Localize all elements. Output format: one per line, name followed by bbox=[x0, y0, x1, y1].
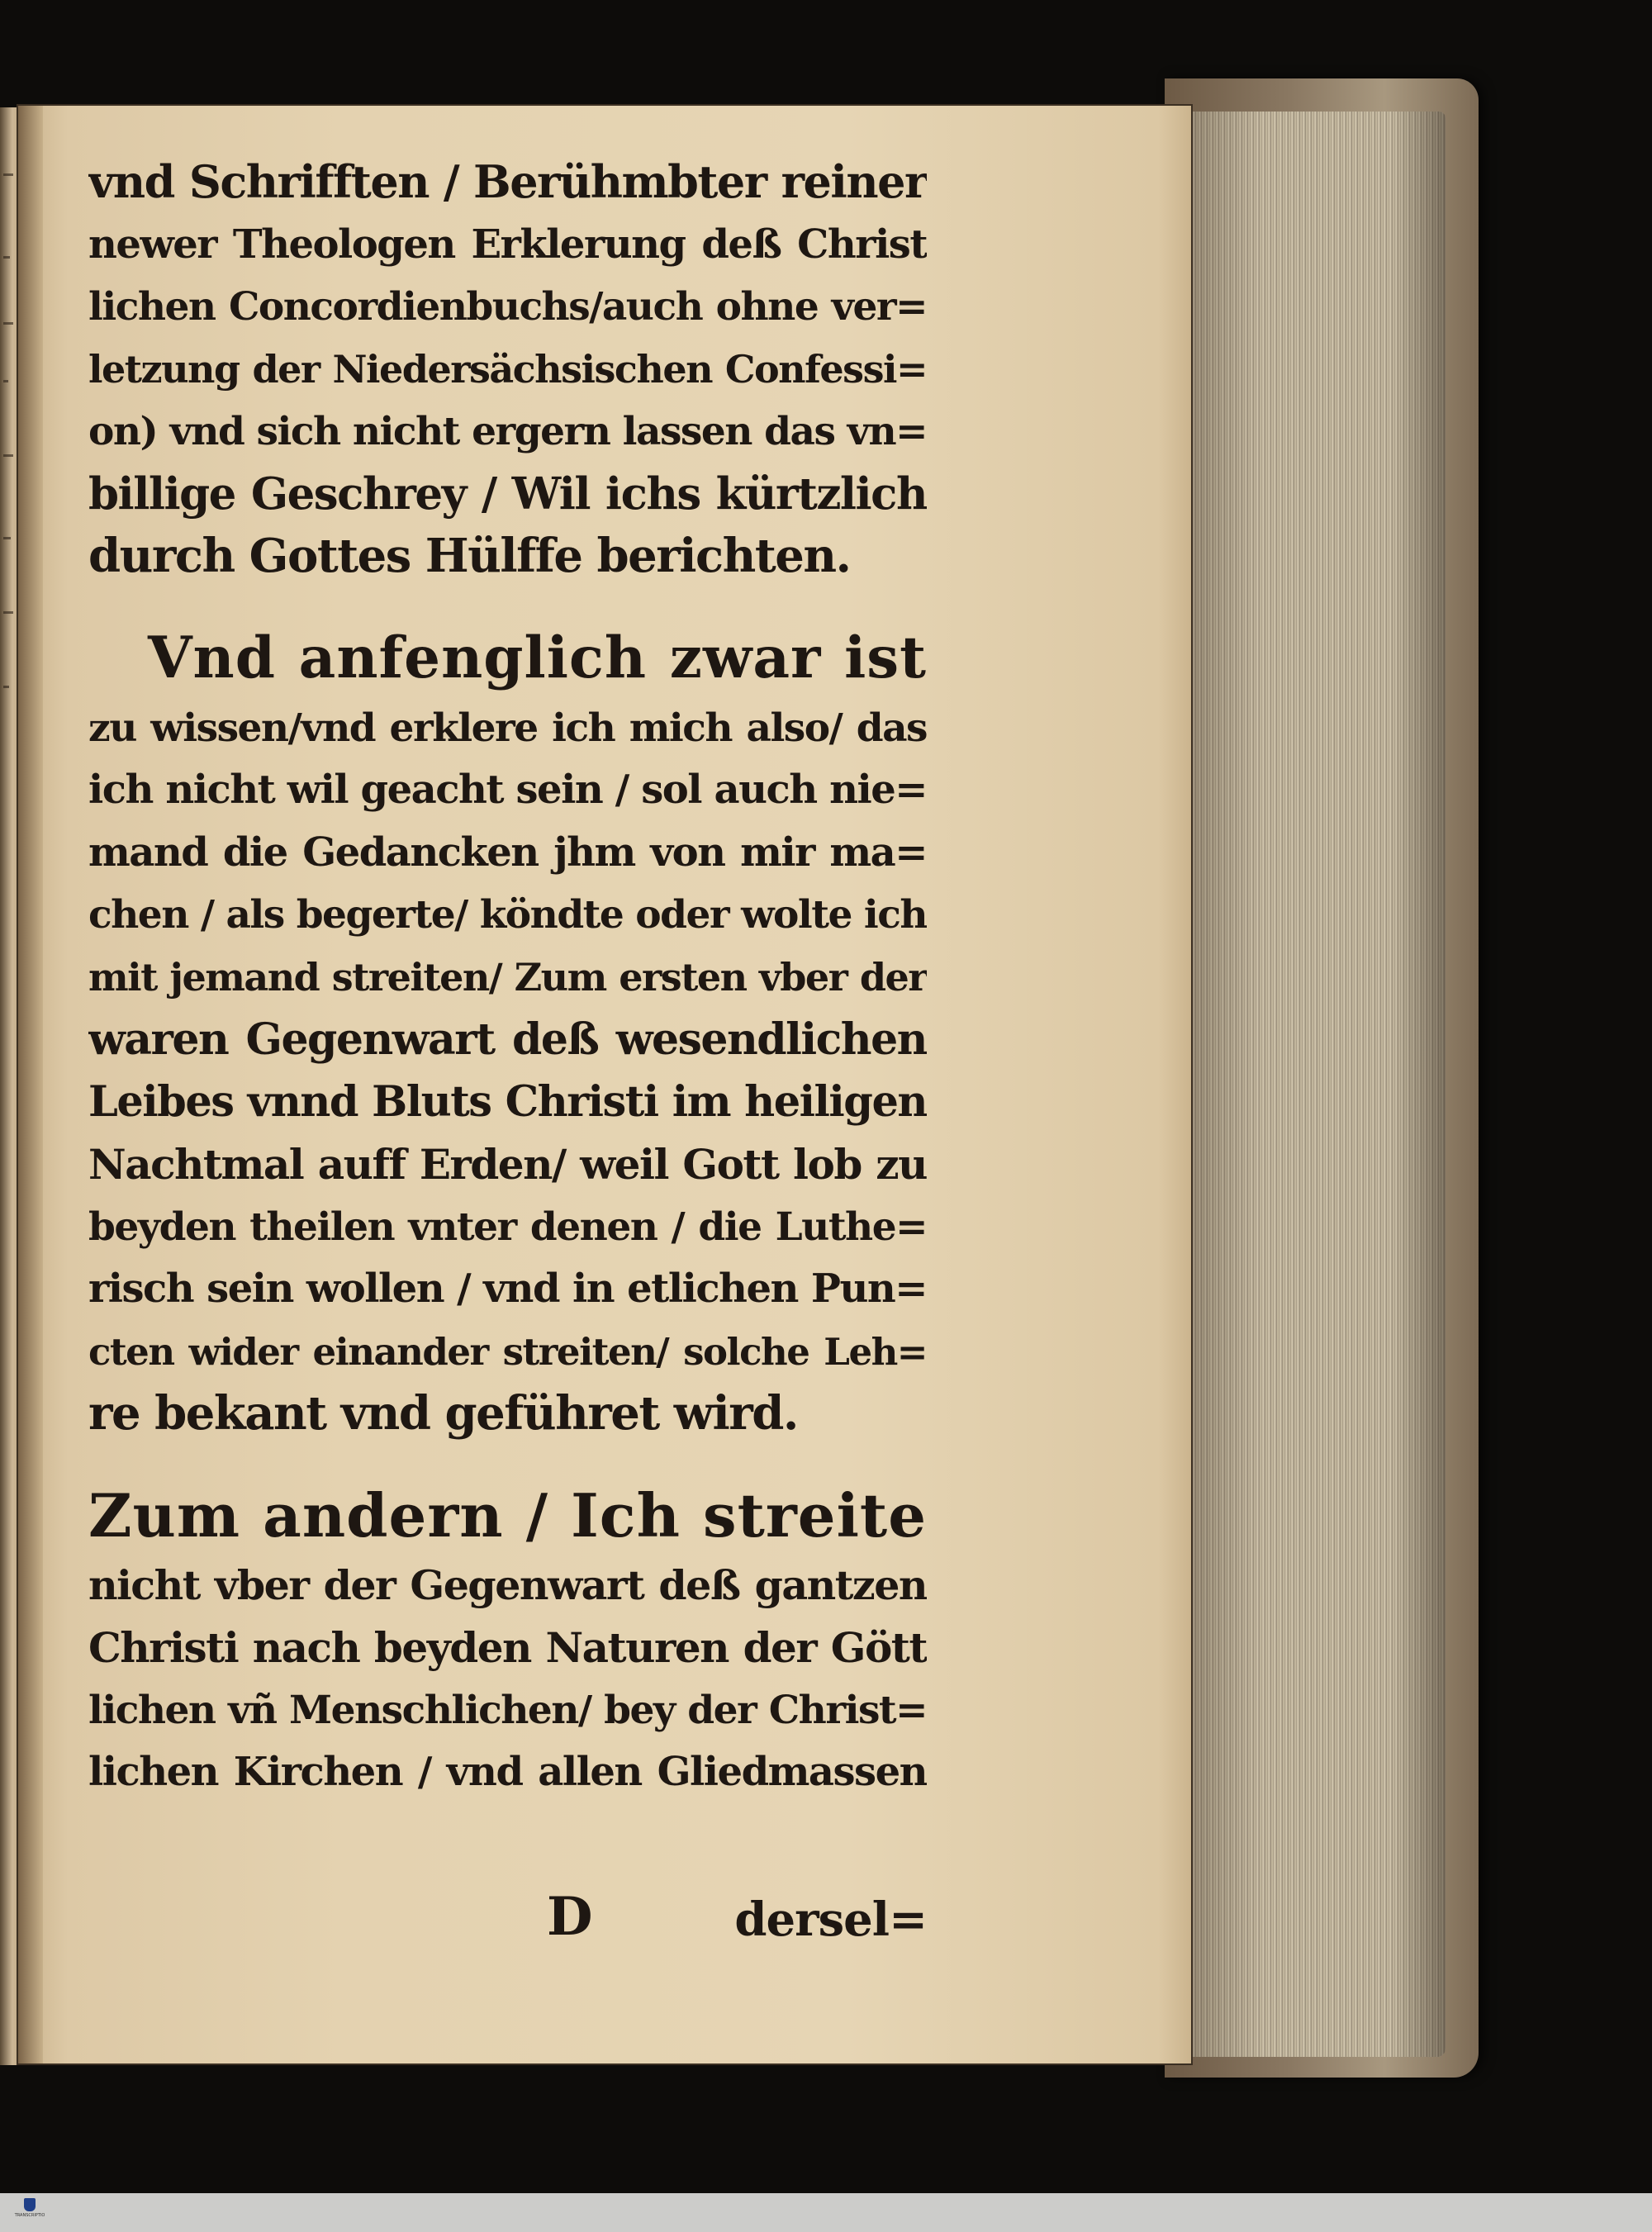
text-line: Christi nach beyden Naturen der Gött bbox=[88, 1623, 927, 1672]
text-line: lichen Kirchen / vnd allen Gliedmassen bbox=[88, 1749, 927, 1795]
catchword: dersel= bbox=[734, 1892, 927, 1947]
text-line: billige Geschrey / Wil ichs kürtzlich bbox=[88, 468, 927, 520]
text-line: mit jemand streiten/ Zum ersten vber der bbox=[88, 954, 927, 1000]
text-line: risch sein wollen / vnd in etlichen Pun= bbox=[88, 1266, 927, 1312]
text-line: cten wider einander streiten/ solche Leh= bbox=[88, 1329, 927, 1374]
library-logo[interactable] bbox=[13, 2198, 46, 2228]
library-logo-text: TRANSCRIPTIO bbox=[14, 2213, 45, 2218]
book-page bbox=[18, 106, 1191, 2063]
previous-page-text-fragments bbox=[3, 107, 15, 2065]
text-line: nicht vber der Gegenwart deß gantzen bbox=[88, 1560, 927, 1609]
text-line: re bekant vnd geführet wird. bbox=[88, 1386, 798, 1441]
page-gutter bbox=[18, 106, 43, 2063]
text-line: lichen vñ Menschlichen/ bey der Christ= bbox=[88, 1687, 927, 1733]
text-line: waren Gegenwart deß wesendlichen bbox=[88, 1014, 927, 1065]
text-line: Nachtmal auff Erden/ weil Gott lob zu bbox=[88, 1140, 927, 1189]
library-crest-icon bbox=[24, 2198, 36, 2211]
text-line: durch Gottes Hülffe berichten. bbox=[88, 529, 851, 583]
text-line: newer Theologen Erklerung deß Christ bbox=[88, 221, 927, 268]
text-line: letzung der Niedersächsischen Confessi= bbox=[88, 346, 927, 392]
text-line: chen / als begerte/ köndte oder wolte ich bbox=[88, 892, 927, 938]
page-footer bbox=[88, 1886, 927, 1952]
signature-mark: D bbox=[547, 1886, 593, 1948]
text-line: ich nicht wil geacht sein / sol auch nie= bbox=[88, 767, 927, 813]
text-line: mand die Gedancken jhm von mir ma= bbox=[88, 829, 927, 876]
text-line: beyden theilen vnter denen / die Luthe= bbox=[88, 1204, 927, 1250]
text-line: zu wissen/vnd erklere ich mich also/ das bbox=[88, 705, 927, 751]
page-edges bbox=[1181, 112, 1446, 2057]
paragraph-opening-line: Zum andern / Ich streite bbox=[88, 1479, 927, 1551]
text-line: Leibes vnnd Bluts Christi im heiligen bbox=[88, 1076, 927, 1127]
text-line: on) vnd sich nicht ergern lassen das vn= bbox=[88, 409, 927, 454]
viewer-footer-bar bbox=[0, 2193, 1652, 2232]
page-text bbox=[88, 151, 927, 1804]
text-line: lichen Concordienbuchs/auch ohne ver= bbox=[88, 284, 927, 330]
paragraph-opening-line: Vnd anfenglich zwar ist bbox=[148, 624, 927, 691]
text-line: vnd Schrifften / Berühmbter reiner bbox=[88, 155, 927, 208]
